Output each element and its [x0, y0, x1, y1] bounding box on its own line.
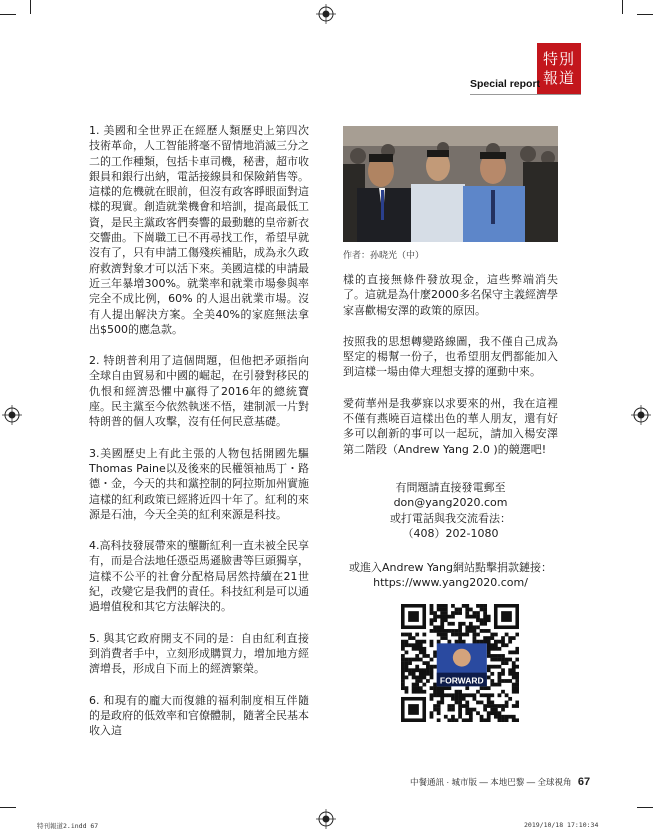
- right-paragraph-1: 樣的直接無條件發放現金，這些弊端消失了。這就是為什麼2000多名保守主義經濟學家喜歡楊安澤的政策的原因。: [343, 273, 558, 317]
- slug-right: 2019/10/18 17:10:34: [524, 821, 599, 829]
- qr-code-graphic: [401, 604, 519, 722]
- registration-mark-icon: [2, 405, 22, 425]
- slug-left: 特刊報道2.indd 67: [37, 822, 99, 830]
- paragraph-2: 2. 特朗普利用了這個問題，但他把矛頭指向全球自由貿易和中國的崛起，在引發對移民的仇恨和經濟恐懼中贏得了2016年的總統寶座。民主黨至今依然執迷不悟，建制派一片對特朗普的個人攻擊，沒有任何民意基礎。: [89, 354, 309, 429]
- left-column: [89, 123, 309, 738]
- contact-line-1: 有問題請直接發電郵至: [395, 481, 506, 494]
- paragraph-1: 1. 美國和全世界正在經歷人類歷史上第四次技術革命，人工智能將毫不留情地消滅三分之二的工作種類，包括卡車司機，秘書，超市收銀員和銀行出納，電話接線員和保險銷售等。這樣的危機就在眼前，但沒有政客睜眼面對這樣的現實。創造就業機會和培訓，提高最低工資，是民主黨政客們奏響的最動聽的皇帝新衣交響曲。下崗職工已不再尋找工作，希望早就沒有了，只有申請工傷殘疾補貼，成為永久政府救濟對象才可以活下來。美國這樣的申請最近三年暴增300%。就業率和就業市場參與率完全不成比例，60% 的人退出就業市場。沒有人提出解決方案。全美40%的家庭無法拿出$500的應急款。: [89, 124, 309, 336]
- crop-mark: [0, 807, 16, 808]
- section-label: Special report: [470, 78, 541, 90]
- registration-mark-icon: [316, 4, 336, 24]
- qr-badge-text: FORWARD: [439, 675, 484, 686]
- right-paragraph-3: 愛荷華州是我夢寐以求要來的州，我在這裡不僅有燕曉百這樣出色的華人朋友，還有好多可以創新的事可以一起玩，請加入楊安澤第二階段（Andrew Yang 2.0 )的競選吧!: [343, 396, 558, 456]
- tab-line-1: 特別: [542, 50, 575, 68]
- crop-mark: [30, 0, 31, 14]
- donate-block: [343, 560, 558, 591]
- registration-mark-icon: [316, 809, 336, 829]
- paragraph-6: 6. 和現有的龐大而復雜的福利制度相互伴隨的是政府的低效率和官僚體制，隨著全民基本收入這: [89, 693, 309, 738]
- donate-line: 或進入Andrew Yang網站點擊捐款鏈接：: [349, 561, 552, 574]
- contact-email[interactable]: don@yang2020.com: [393, 496, 508, 510]
- crop-mark: [637, 14, 653, 15]
- crop-mark: [637, 807, 653, 808]
- article-photo: [343, 126, 558, 242]
- crop-mark: [622, 0, 623, 14]
- contact-phone: （408）202-1080: [402, 526, 499, 540]
- registration-mark-icon: [631, 405, 651, 425]
- contact-line-3: 或打電話與我交流看法：: [390, 511, 511, 525]
- paragraph-3: 3.美國歷史上有此主張的人物包括開國先驅 Thomas Paine以及後來的民權領袖馬丁・路德・金，今天的共和黨控制的阿拉斯加州實施這樣的紅利政策已經將近四十年了。紅利的來源是石油，今天全美的紅利來源是科技。: [89, 446, 309, 521]
- paragraph-5: 5. 與其它政府開支不同的是：自由紅利直接到消費者手中，立刻形成購買力，增加地方經濟增長，形成自下而上的經濟繁榮。: [89, 631, 309, 676]
- photo-illustration: [343, 126, 558, 242]
- photo-caption: 作者：孙晓光（中）: [343, 251, 425, 261]
- page-number: 67: [577, 776, 591, 788]
- special-report-tab: [537, 43, 581, 95]
- footer-text: 中餐通訊 · 城市版 — 本地巴黎 — 全球視角: [410, 777, 572, 787]
- right-column: [343, 272, 558, 457]
- donate-url[interactable]: https://www.yang2020.com/: [373, 576, 528, 590]
- tab-line-2: 報道: [542, 69, 575, 87]
- paragraph-4: 4.高科技發展帶來的壟斷紅利一直未被全民享有，而是合法地任憑亞馬遜臉書等巨頭獨享，這樣不公平的社會分配格局居然持續在21世紀，改變它是我們的責任。科技紅利是可以通過增值稅和其它方法解決的。: [89, 539, 309, 614]
- page-footer: [410, 776, 590, 788]
- section-divider: [470, 94, 581, 95]
- contact-block: [343, 480, 558, 541]
- crop-mark: [0, 14, 16, 15]
- qr-code[interactable]: [401, 604, 519, 722]
- right-paragraph-2: 按照我的思想轉變路線圖，我不僅自己成為堅定的楊幫一份子，也希望朋友們都能加入到這樣一場由偉大理想支撐的運動中來。: [343, 334, 558, 379]
